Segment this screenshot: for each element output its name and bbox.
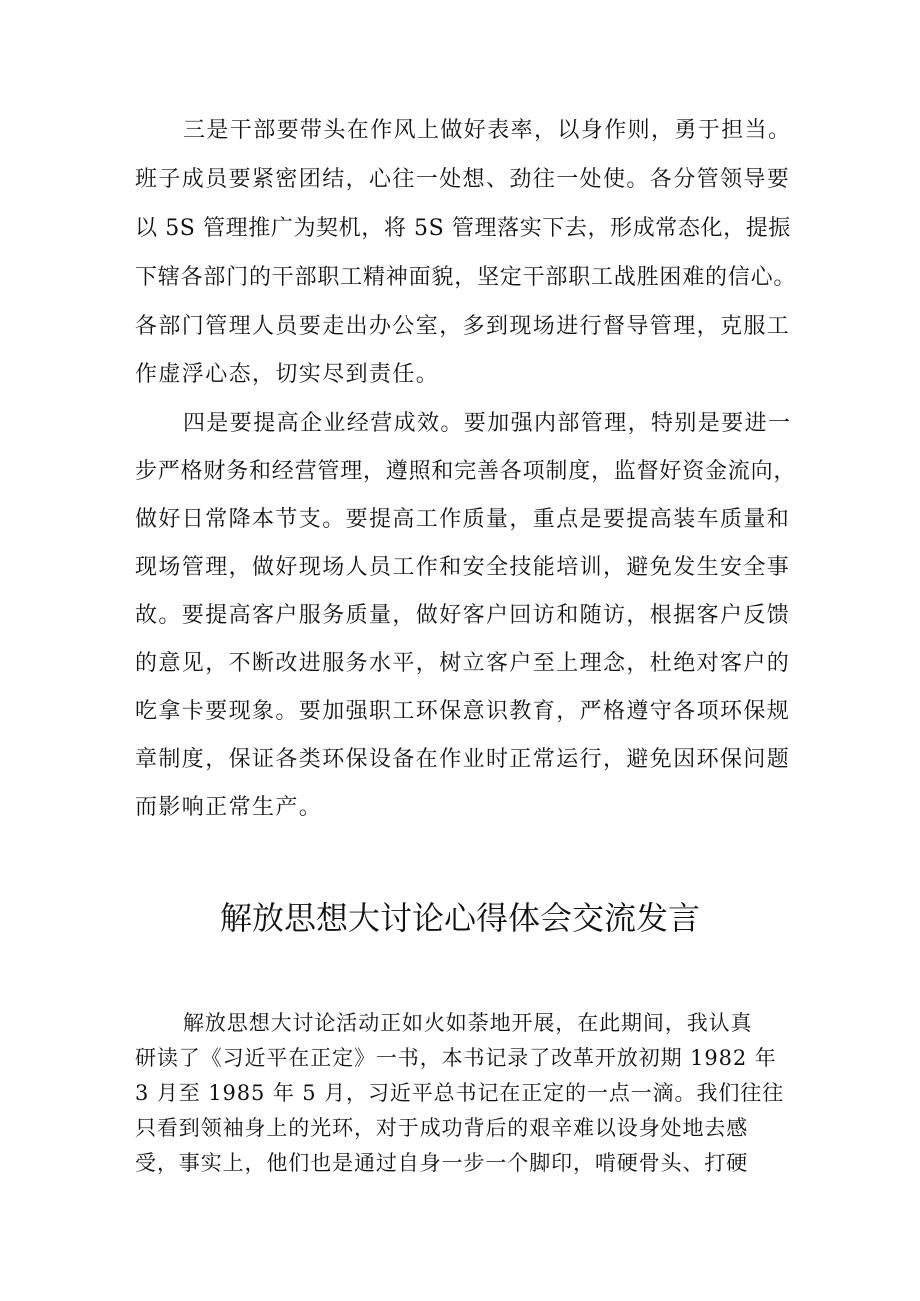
text-line: 下辖各部门的干部职工精神面貌，坚定干部职工战胜困难的信心。 [135, 265, 797, 290]
text-line: 只看到领袖身上的光环，对于成功背后的艰辛难以设身处地去感 [135, 1116, 749, 1140]
text-line: 四是要提高企业经营成效。要加强内部管理，特别是要进一 [183, 411, 792, 436]
text-line: 班子成员要紧密团结，心往一处想、劲往一处使。各分管领导要 [135, 167, 791, 192]
text-line: 的意见，不断改进服务水平，树立客户至上理念，杜绝对客户的 [135, 651, 791, 676]
text-line: 研读了《习近平在正定》一书，本书记录了改革开放初期 1982 年 [135, 1046, 777, 1070]
text-line: 受，事实上，他们也是通过自身一步一个脚印，啃硬骨头、打硬 [135, 1151, 749, 1175]
text-line: 做好日常降本节支。要提高工作质量，重点是要提高装车质量和 [135, 507, 791, 532]
text-line: 三是干部要带头在作风上做好表率，以身作则，勇于担当。 [183, 118, 792, 143]
text-line: 步严格财务和经营管理，遵照和完善各项制度，监督好资金流向， [135, 459, 797, 484]
article-title: 解放思想大讨论心得体会交流发言 [219, 899, 700, 937]
text-line: 3 月至 1985 年 5 月，习近平总书记在正定的一点一滴。我们往往 [135, 1081, 785, 1105]
text-line: 章制度，保证各类环保设备在作业时正常运行，避免因环保问题 [135, 747, 791, 772]
text-line: 现场管理，做好现场人员工作和安全技能培训，避免发生安全事 [135, 555, 791, 580]
text-line: 以 5S 管理推广为契机，将 5S 管理落实下去，形成常态化，提振 [135, 216, 791, 241]
text-line: 解放思想大讨论活动正如火如荼地开展，在此期间，我认真 [183, 1011, 753, 1035]
text-line: 而影响正常生产。 [135, 795, 323, 820]
text-line: 吃拿卡要现象。要加强职工环保意识教育，严格遵守各项环保规 [135, 699, 791, 724]
text-line: 故。要提高客户服务质量，做好客户回访和随访，根据客户反馈 [135, 603, 791, 628]
text-line: 各部门管理人员要走出办公室，多到现场进行督导管理，克服工 [135, 314, 791, 339]
text-line: 作虚浮心态，切实尽到责任。 [135, 362, 440, 387]
